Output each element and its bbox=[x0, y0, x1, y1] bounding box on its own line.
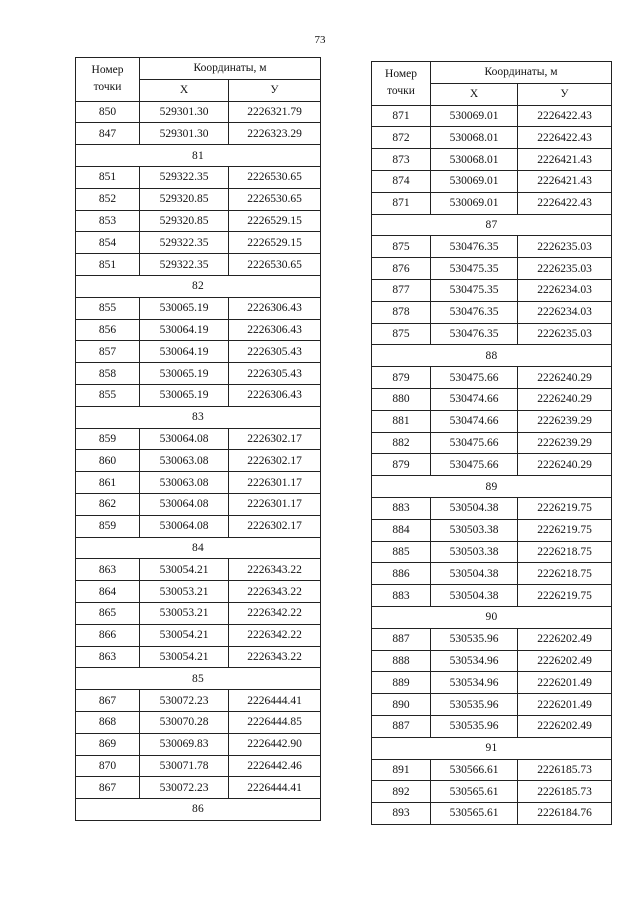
x-coordinate-cell: 530474.66 bbox=[431, 388, 518, 410]
header-row-top bbox=[76, 58, 321, 80]
y-coordinate-cell: 2226184.76 bbox=[518, 803, 612, 825]
table-row bbox=[76, 319, 321, 341]
table-row bbox=[372, 388, 612, 410]
table-row bbox=[372, 454, 612, 476]
y-coordinate-cell: 2226422.43 bbox=[518, 127, 612, 149]
x-coordinate-cell: 530535.96 bbox=[431, 715, 518, 737]
table-row bbox=[372, 279, 612, 301]
x-coordinate-cell: 529320.85 bbox=[140, 210, 229, 232]
point-number-cell: 847 bbox=[76, 123, 140, 145]
x-coordinate-cell: 530072.23 bbox=[140, 690, 229, 712]
y-coordinate-cell: 2226422.43 bbox=[518, 192, 612, 214]
group-number-cell: 91 bbox=[372, 737, 612, 759]
point-number-cell: 858 bbox=[76, 363, 140, 385]
point-number-cell: 885 bbox=[372, 541, 431, 563]
y-coordinate-cell: 2226529.15 bbox=[229, 232, 321, 254]
x-coordinate-cell: 530069.01 bbox=[431, 192, 518, 214]
y-coordinate-cell: 2226444.85 bbox=[229, 711, 321, 733]
x-coordinate-cell: 530053.21 bbox=[140, 581, 229, 603]
table-row bbox=[76, 733, 321, 755]
table-row bbox=[372, 236, 612, 258]
y-coordinate-cell: 2226306.43 bbox=[229, 319, 321, 341]
table-row bbox=[76, 166, 321, 188]
point-number-cell: 876 bbox=[372, 258, 431, 280]
point-number-cell: 875 bbox=[372, 323, 431, 345]
table-row bbox=[372, 715, 612, 737]
y-coordinate-cell: 2226240.29 bbox=[518, 367, 612, 389]
point-number-header-line1: Номер bbox=[385, 68, 417, 81]
point-number-cell: 893 bbox=[372, 803, 431, 825]
point-number-cell: 866 bbox=[76, 624, 140, 646]
group-number-cell: 81 bbox=[76, 145, 321, 167]
x-coordinate-cell: 529322.35 bbox=[140, 166, 229, 188]
table-row bbox=[76, 711, 321, 733]
point-number-cell: 884 bbox=[372, 519, 431, 541]
x-coordinate-cell: 530054.21 bbox=[140, 646, 229, 668]
group-row bbox=[76, 799, 321, 821]
point-number-cell: 856 bbox=[76, 319, 140, 341]
group-row bbox=[372, 606, 612, 628]
group-row bbox=[76, 406, 321, 428]
x-coordinate-cell: 530474.66 bbox=[431, 410, 518, 432]
table-row bbox=[76, 515, 321, 537]
y-column-header: У bbox=[229, 79, 321, 101]
header-row-top bbox=[372, 62, 612, 84]
point-number-cell: 867 bbox=[76, 690, 140, 712]
y-coordinate-cell: 2226301.17 bbox=[229, 472, 321, 494]
x-coordinate-cell: 530534.96 bbox=[431, 650, 518, 672]
table-row bbox=[372, 541, 612, 563]
point-number-cell: 852 bbox=[76, 188, 140, 210]
table-row bbox=[76, 602, 321, 624]
y-coordinate-cell: 2226235.03 bbox=[518, 236, 612, 258]
coordinates-table-right bbox=[371, 61, 612, 825]
table-row bbox=[76, 254, 321, 276]
point-number-cell: 864 bbox=[76, 581, 140, 603]
table-row bbox=[76, 297, 321, 319]
table-row bbox=[76, 777, 321, 799]
y-coordinate-cell: 2226234.03 bbox=[518, 301, 612, 323]
x-coordinate-cell: 530504.38 bbox=[431, 497, 518, 519]
table-row bbox=[372, 192, 612, 214]
table-row bbox=[372, 803, 612, 825]
point-number-cell: 887 bbox=[372, 715, 431, 737]
x-coordinate-cell: 530069.01 bbox=[431, 105, 518, 127]
point-number-cell: 855 bbox=[76, 297, 140, 319]
table-row bbox=[76, 210, 321, 232]
table-row bbox=[372, 585, 612, 607]
y-coordinate-cell: 2226305.43 bbox=[229, 341, 321, 363]
x-coordinate-cell: 530566.61 bbox=[431, 759, 518, 781]
table-row bbox=[76, 384, 321, 406]
table-row bbox=[372, 672, 612, 694]
point-number-cell: 855 bbox=[76, 384, 140, 406]
y-coordinate-cell: 2226444.41 bbox=[229, 690, 321, 712]
coordinates-header: Координаты, м bbox=[431, 62, 612, 84]
y-coordinate-cell: 2226302.17 bbox=[229, 428, 321, 450]
y-coordinate-cell: 2226343.22 bbox=[229, 581, 321, 603]
x-coordinate-cell: 530070.28 bbox=[140, 711, 229, 733]
y-coordinate-cell: 2226444.41 bbox=[229, 777, 321, 799]
table-row bbox=[76, 493, 321, 515]
y-coordinate-cell: 2226219.75 bbox=[518, 497, 612, 519]
y-coordinate-cell: 2226239.29 bbox=[518, 410, 612, 432]
point-number-cell: 850 bbox=[76, 101, 140, 123]
y-coordinate-cell: 2226201.49 bbox=[518, 694, 612, 716]
y-coordinate-cell: 2226530.65 bbox=[229, 254, 321, 276]
x-coordinate-cell: 530069.01 bbox=[431, 170, 518, 192]
table-row bbox=[372, 127, 612, 149]
y-coordinate-cell: 2226240.29 bbox=[518, 388, 612, 410]
y-coordinate-cell: 2226235.03 bbox=[518, 323, 612, 345]
y-coordinate-cell: 2226201.49 bbox=[518, 672, 612, 694]
y-coordinate-cell: 2226306.43 bbox=[229, 297, 321, 319]
x-coordinate-cell: 530068.01 bbox=[431, 127, 518, 149]
table-row bbox=[76, 123, 321, 145]
x-coordinate-cell: 529322.35 bbox=[140, 254, 229, 276]
coordinates-header: Координаты, м bbox=[140, 58, 321, 80]
table-row bbox=[372, 759, 612, 781]
x-coordinate-cell: 530054.21 bbox=[140, 559, 229, 581]
y-coordinate-cell: 2226185.73 bbox=[518, 759, 612, 781]
table-row bbox=[372, 149, 612, 171]
group-row bbox=[372, 476, 612, 498]
x-coordinate-cell: 530475.66 bbox=[431, 367, 518, 389]
point-number-cell: 860 bbox=[76, 450, 140, 472]
table-row bbox=[372, 258, 612, 280]
x-coordinate-cell: 530565.61 bbox=[431, 803, 518, 825]
table-row bbox=[76, 690, 321, 712]
point-number-cell: 859 bbox=[76, 515, 140, 537]
point-number-cell: 882 bbox=[372, 432, 431, 454]
y-coordinate-cell: 2226240.29 bbox=[518, 454, 612, 476]
x-coordinate-cell: 530503.38 bbox=[431, 519, 518, 541]
group-row bbox=[76, 275, 321, 297]
y-coordinate-cell: 2226442.46 bbox=[229, 755, 321, 777]
point-number-cell: 890 bbox=[372, 694, 431, 716]
y-coordinate-cell: 2226530.65 bbox=[229, 188, 321, 210]
y-coordinate-cell: 2226219.75 bbox=[518, 585, 612, 607]
table-row bbox=[372, 519, 612, 541]
point-number-cell: 870 bbox=[76, 755, 140, 777]
table-row bbox=[76, 232, 321, 254]
y-coordinate-cell: 2226306.43 bbox=[229, 384, 321, 406]
x-coordinate-cell: 530534.96 bbox=[431, 672, 518, 694]
x-coordinate-cell: 530475.35 bbox=[431, 258, 518, 280]
point-number-cell: 867 bbox=[76, 777, 140, 799]
x-coordinate-cell: 529301.30 bbox=[140, 101, 229, 123]
x-coordinate-cell: 530064.08 bbox=[140, 428, 229, 450]
table-row bbox=[76, 101, 321, 123]
point-number-cell: 863 bbox=[76, 559, 140, 581]
table-row bbox=[372, 650, 612, 672]
table-row bbox=[372, 628, 612, 650]
x-column-header: X bbox=[431, 83, 518, 105]
group-number-cell: 90 bbox=[372, 606, 612, 628]
y-coordinate-cell: 2226218.75 bbox=[518, 541, 612, 563]
x-coordinate-cell: 530475.66 bbox=[431, 454, 518, 476]
point-number-header bbox=[372, 62, 431, 106]
coordinates-table-left bbox=[75, 57, 321, 821]
y-coordinate-cell: 2226235.03 bbox=[518, 258, 612, 280]
y-coordinate-cell: 2226442.90 bbox=[229, 733, 321, 755]
table-row bbox=[76, 559, 321, 581]
table-row bbox=[76, 450, 321, 472]
group-number-cell: 86 bbox=[76, 799, 321, 821]
x-coordinate-cell: 530064.19 bbox=[140, 319, 229, 341]
point-number-cell: 871 bbox=[372, 105, 431, 127]
table-row bbox=[76, 428, 321, 450]
x-coordinate-cell: 530535.96 bbox=[431, 694, 518, 716]
point-number-cell: 878 bbox=[372, 301, 431, 323]
point-number-header-line2: точки bbox=[93, 81, 122, 94]
x-coordinate-cell: 529320.85 bbox=[140, 188, 229, 210]
table-row bbox=[372, 410, 612, 432]
y-coordinate-cell: 2226202.49 bbox=[518, 628, 612, 650]
point-number-cell: 875 bbox=[372, 236, 431, 258]
point-number-cell: 887 bbox=[372, 628, 431, 650]
point-number-header-line1: Номер bbox=[91, 64, 124, 77]
point-number-cell: 857 bbox=[76, 341, 140, 363]
y-coordinate-cell: 2226323.29 bbox=[229, 123, 321, 145]
y-coordinate-cell: 2226342.22 bbox=[229, 602, 321, 624]
y-coordinate-cell: 2226301.17 bbox=[229, 493, 321, 515]
point-number-cell: 881 bbox=[372, 410, 431, 432]
point-number-cell: 865 bbox=[76, 602, 140, 624]
x-coordinate-cell: 529301.30 bbox=[140, 123, 229, 145]
x-coordinate-cell: 530475.66 bbox=[431, 432, 518, 454]
x-coordinate-cell: 530063.08 bbox=[140, 450, 229, 472]
point-number-cell: 872 bbox=[372, 127, 431, 149]
point-number-cell: 851 bbox=[76, 166, 140, 188]
x-coordinate-cell: 530064.08 bbox=[140, 493, 229, 515]
table-row bbox=[372, 301, 612, 323]
y-coordinate-cell: 2226422.43 bbox=[518, 105, 612, 127]
x-coordinate-cell: 530068.01 bbox=[431, 149, 518, 171]
table-row bbox=[76, 581, 321, 603]
group-row bbox=[76, 537, 321, 559]
x-coordinate-cell: 530065.19 bbox=[140, 363, 229, 385]
group-number-cell: 82 bbox=[76, 275, 321, 297]
table-body-left bbox=[76, 101, 321, 820]
x-coordinate-cell: 530065.19 bbox=[140, 297, 229, 319]
x-coordinate-cell: 530504.38 bbox=[431, 585, 518, 607]
y-coordinate-cell: 2226202.49 bbox=[518, 650, 612, 672]
x-coordinate-cell: 530475.35 bbox=[431, 279, 518, 301]
group-number-cell: 88 bbox=[372, 345, 612, 367]
point-number-cell: 879 bbox=[372, 454, 431, 476]
group-number-cell: 83 bbox=[76, 406, 321, 428]
point-number-cell: 853 bbox=[76, 210, 140, 232]
x-coordinate-cell: 530476.35 bbox=[431, 236, 518, 258]
point-number-cell: 879 bbox=[372, 367, 431, 389]
y-coordinate-cell: 2226343.22 bbox=[229, 559, 321, 581]
point-number-header-line2: точки bbox=[387, 85, 415, 98]
point-number-cell: 868 bbox=[76, 711, 140, 733]
table-row bbox=[76, 472, 321, 494]
point-number-cell: 874 bbox=[372, 170, 431, 192]
x-coordinate-cell: 530476.35 bbox=[431, 301, 518, 323]
point-number-cell: 880 bbox=[372, 388, 431, 410]
point-number-cell: 877 bbox=[372, 279, 431, 301]
x-coordinate-cell: 530065.19 bbox=[140, 384, 229, 406]
point-number-cell: 886 bbox=[372, 563, 431, 585]
page-number: 73 bbox=[314, 34, 326, 46]
table-row bbox=[372, 497, 612, 519]
table-row bbox=[76, 341, 321, 363]
y-coordinate-cell: 2226219.75 bbox=[518, 519, 612, 541]
table-row bbox=[372, 563, 612, 585]
x-coordinate-cell: 530069.83 bbox=[140, 733, 229, 755]
point-number-cell: 888 bbox=[372, 650, 431, 672]
x-coordinate-cell: 530535.96 bbox=[431, 628, 518, 650]
point-number-cell: 883 bbox=[372, 497, 431, 519]
point-number-cell: 861 bbox=[76, 472, 140, 494]
x-coordinate-cell: 530072.23 bbox=[140, 777, 229, 799]
y-column-header: У bbox=[518, 83, 612, 105]
table-row bbox=[372, 781, 612, 803]
point-number-cell: 873 bbox=[372, 149, 431, 171]
point-number-cell: 869 bbox=[76, 733, 140, 755]
x-coordinate-cell: 530071.78 bbox=[140, 755, 229, 777]
table-row bbox=[372, 323, 612, 345]
y-coordinate-cell: 2226421.43 bbox=[518, 149, 612, 171]
y-coordinate-cell: 2226185.73 bbox=[518, 781, 612, 803]
y-coordinate-cell: 2226239.29 bbox=[518, 432, 612, 454]
y-coordinate-cell: 2226421.43 bbox=[518, 170, 612, 192]
table-row bbox=[372, 367, 612, 389]
x-coordinate-cell: 530565.61 bbox=[431, 781, 518, 803]
table-body-right bbox=[372, 105, 612, 824]
y-coordinate-cell: 2226302.17 bbox=[229, 450, 321, 472]
group-number-cell: 87 bbox=[372, 214, 612, 236]
x-coordinate-cell: 530054.21 bbox=[140, 624, 229, 646]
point-number-cell: 863 bbox=[76, 646, 140, 668]
group-row bbox=[372, 737, 612, 759]
table-row bbox=[372, 432, 612, 454]
group-row bbox=[372, 345, 612, 367]
y-coordinate-cell: 2226529.15 bbox=[229, 210, 321, 232]
x-column-header: X bbox=[140, 79, 229, 101]
y-coordinate-cell: 2226234.03 bbox=[518, 279, 612, 301]
point-number-cell: 862 bbox=[76, 493, 140, 515]
y-coordinate-cell: 2226530.65 bbox=[229, 166, 321, 188]
point-number-cell: 854 bbox=[76, 232, 140, 254]
x-coordinate-cell: 530053.21 bbox=[140, 602, 229, 624]
table-row bbox=[76, 755, 321, 777]
y-coordinate-cell: 2226302.17 bbox=[229, 515, 321, 537]
table-row bbox=[76, 646, 321, 668]
x-coordinate-cell: 529322.35 bbox=[140, 232, 229, 254]
table-row bbox=[372, 105, 612, 127]
y-coordinate-cell: 2226305.43 bbox=[229, 363, 321, 385]
table-row bbox=[76, 188, 321, 210]
table-row bbox=[372, 694, 612, 716]
group-row bbox=[372, 214, 612, 236]
y-coordinate-cell: 2226342.22 bbox=[229, 624, 321, 646]
group-number-cell: 85 bbox=[76, 668, 321, 690]
x-coordinate-cell: 530504.38 bbox=[431, 563, 518, 585]
group-row bbox=[76, 145, 321, 167]
x-coordinate-cell: 530064.08 bbox=[140, 515, 229, 537]
y-coordinate-cell: 2226218.75 bbox=[518, 563, 612, 585]
x-coordinate-cell: 530503.38 bbox=[431, 541, 518, 563]
point-number-cell: 889 bbox=[372, 672, 431, 694]
x-coordinate-cell: 530476.35 bbox=[431, 323, 518, 345]
y-coordinate-cell: 2226321.79 bbox=[229, 101, 321, 123]
point-number-cell: 851 bbox=[76, 254, 140, 276]
point-number-cell: 859 bbox=[76, 428, 140, 450]
point-number-cell: 883 bbox=[372, 585, 431, 607]
y-coordinate-cell: 2226202.49 bbox=[518, 715, 612, 737]
table-row bbox=[76, 624, 321, 646]
point-number-cell: 892 bbox=[372, 781, 431, 803]
point-number-header bbox=[76, 58, 140, 102]
group-number-cell: 89 bbox=[372, 476, 612, 498]
group-row bbox=[76, 668, 321, 690]
group-number-cell: 84 bbox=[76, 537, 321, 559]
point-number-cell: 871 bbox=[372, 192, 431, 214]
x-coordinate-cell: 530063.08 bbox=[140, 472, 229, 494]
point-number-cell: 891 bbox=[372, 759, 431, 781]
x-coordinate-cell: 530064.19 bbox=[140, 341, 229, 363]
table-row bbox=[76, 363, 321, 385]
table-row bbox=[372, 170, 612, 192]
y-coordinate-cell: 2226343.22 bbox=[229, 646, 321, 668]
